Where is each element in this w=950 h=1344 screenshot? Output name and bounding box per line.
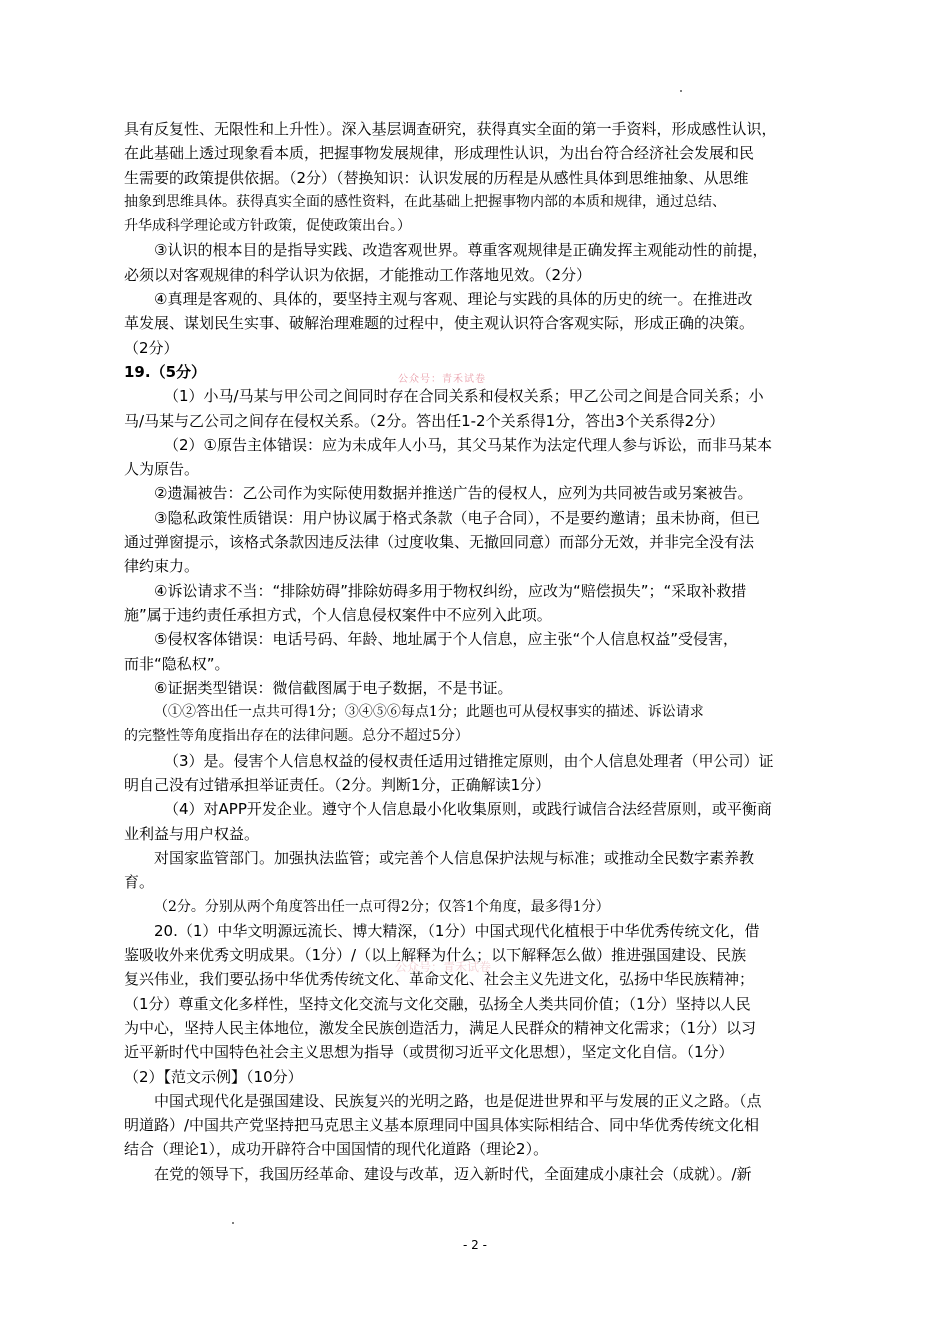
text-line: （1分）尊重文化多样性，坚持文化交流与文化交融，弘扬全人类共同价值；（1分）坚持以人民 [124, 994, 751, 1013]
text-line: 近平新时代中国特色社会主义思想为指导（或贯彻习近平文化思想），坚定文化自信。（1分） [124, 1043, 734, 1062]
text-line: （4）对APP开发企业。遵守个人信息最小化收集原则，或践行诚信合法经营原则，或平衡商 [164, 800, 772, 819]
text-line: 在党的领导下，我国历经革命、建设与改革，迈入新时代，全面建成小康社会（成就）。/新 [154, 1164, 752, 1183]
text-line: 业利益与用户权益。 [124, 824, 260, 843]
text-line: （2）【范文示例】（10分） [124, 1067, 303, 1086]
text-line: ③认识的根本目的是指导实践、改造客观世界。尊重客观规律是正确发挥主观能动性的前提， [154, 241, 768, 260]
document-body [124, 117, 834, 1186]
text-line: （3）是。侵害个人信息权益的侵权责任适用过错推定原则，由个人信息处理者（甲公司）证 [164, 751, 774, 770]
text-line: ②遗漏被告：乙公司作为实际使用数据并推送广告的侵权人，应列为共同被告或另案被告。 [154, 484, 753, 503]
text-line: 明道路）/中国共产党坚持把马克思主义基本原理同中国具体实际相结合、同中华优秀传统文化相 [124, 1116, 760, 1135]
text-line: 育。 [124, 873, 155, 892]
text-line: ⑥证据类型错误：微信截图属于电子数据，不是书证。 [154, 678, 513, 697]
text-line: ③隐私政策性质错误：用户协议属于格式条款（电子合同），不是要约邀请；虽未协商，但已 [154, 508, 760, 527]
text-line: 而非“隐私权”。 [124, 654, 230, 673]
text-line: 抽象到思维具体。获得真实全面的感性资料，在此基础上把握事物内部的本质和规律，通过总结、 [124, 193, 726, 210]
text-line: 革发展、谋划民生实事、破解治理难题的过程中，使主观认识符合客观实际，形成正确的决策。 [124, 314, 755, 333]
text-line: （2分） [124, 338, 179, 357]
text-line: 必须以对客观规律的科学认识为依据，才能推动工作落地见效。（2分） [124, 265, 592, 284]
page-number: - 2 - [463, 1238, 487, 1252]
text-line: ④诉讼请求不当：“排除妨碍”排除妨碍多用于物权纠纷，应改为“赔偿损失”；“采取补救措 [154, 581, 747, 600]
text-line: ④真理是客观的、具体的，要坚持主观与客观、理论与实践的具体的历史的统一。在推进改 [154, 290, 753, 309]
text-line: 复兴伟业，我们要弘扬中华优秀传统文化、革命文化、社会主义先进文化，弘扬中华民族精神； [124, 970, 755, 989]
watermark: 公众号：青禾试卷 [395, 960, 492, 974]
text-line: 通过弹窗提示，该格式条款因违反法律（过度收集、无撤回同意）而部分无效，并非完全没有法 [124, 533, 755, 552]
text-line: 升华成科学理论或方针政策，促使政策出台。） [124, 218, 411, 235]
text-line: 中国式现代化是强国建设、民族复兴的光明之路，也是促进世界和平与发展的正义之路。（点 [154, 1091, 762, 1110]
text-line: 的完整性等角度指出存在的法律问题。总分不超过5分） [124, 728, 469, 745]
text-line: （①②答出任一点共可得1分；③④⑤⑥每点1分；此题也可从侵权事实的描述、诉讼请求 [154, 704, 704, 721]
question-heading-19: 19.（5分） [124, 362, 207, 381]
question-heading-20: 20.（1）中华文明源远流长、博大精深，（1分）中国式现代化植根于中华优秀传统文化，借 [154, 921, 760, 940]
text-line: 施”属于违约责任承担方式，个人信息侵权案件中不应列入此项。 [124, 605, 552, 624]
text-line: ⑤侵权客体错误：电话号码、年龄、地址属于个人信息，应主张“个人信息权益”受侵害， [154, 630, 738, 649]
text-line: 结合（理论1），成功开辟符合中国国情的现代化道路（理论2）。 [124, 1140, 549, 1159]
text-line: 在此基础上透过现象看本质，把握事物发展规律，形成理性认识，为出台符合经济社会发展和民 [124, 144, 755, 163]
text-line: （2）①原告主体错误：应为未成年人小马，其父马某作为法定代理人参与诉讼，而非马某本 [164, 435, 772, 454]
text-line: 对国家监管部门。加强执法监管；或完善个人信息保护法规与标准；或推动全民数字素养教 [154, 848, 755, 867]
text-line: 律约束力。 [124, 557, 200, 576]
text-line: （2分。分别从两个角度答出任一点可得2分；仅答1个角度，最多得1分） [154, 898, 610, 915]
watermark: 公众号：青禾试卷 [398, 374, 486, 385]
text-line: 具有反复性、无限性和上升性）。深入基层调查研究，获得真实全面的第一手资料，形成感性认识， [124, 120, 777, 138]
text-line: 明自己没有过错承担举证责任。（2分。判断1分，正确解读1分） [124, 776, 551, 795]
text-line: 为中心，坚持人民主体地位，激发全民族创造活力，满足人民群众的精神文化需求；（1分）以习 [124, 1018, 757, 1037]
text-line: （1）小马/马某与甲公司之间同时存在合同关系和侵权关系；甲乙公司之间是合同关系；小 [164, 387, 764, 406]
speck [232, 1222, 234, 1224]
text-line: 鉴吸收外来优秀文明成果。（1分）/（以上解释为什么；以下解释怎么做）推进强国建设、民族 [124, 946, 747, 965]
speck [680, 90, 682, 92]
text-line: 马/马某与乙公司之间存在侵权关系。（2分。答出任1-2个关系得1分，答出3个关系得2分） [124, 411, 725, 430]
text-line: 人为原告。 [124, 460, 200, 479]
text-line: 生需要的政策提供依据。（2分）（替换知识：认识发展的历程是从感性具体到思维抽象、从思维 [124, 168, 749, 187]
